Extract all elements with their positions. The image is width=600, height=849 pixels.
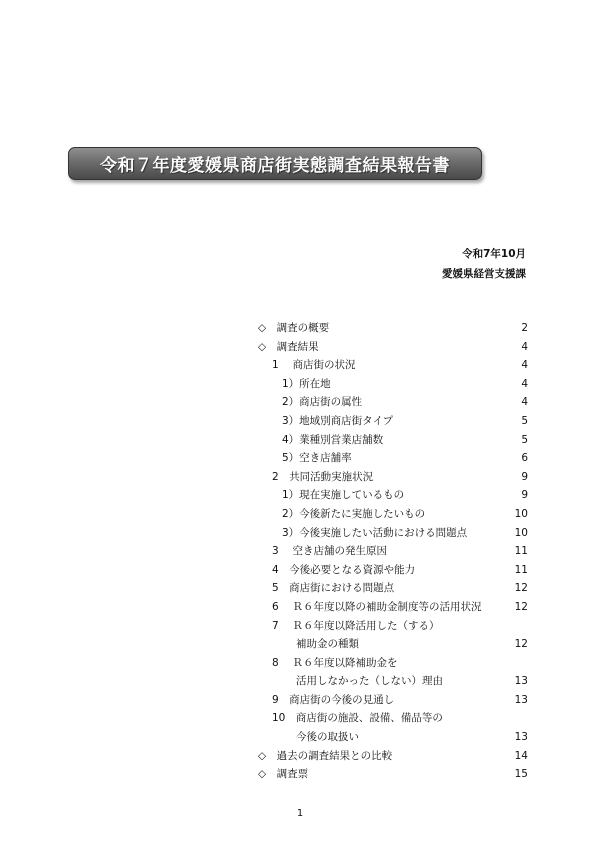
toc-entry [258,672,528,691]
toc-entry-page: 4 [521,396,528,409]
toc-entry-label: ◇ 調査の概要 [258,322,330,334]
toc-entry [258,486,528,505]
toc-entry-label: ◇ 調査結果 [258,340,319,353]
toc-entry-page: 2 [521,322,528,334]
toc-entry-label: 3）地域別商店街タイプ [282,414,394,427]
toc-entry [258,654,528,673]
toc-entry-page: 11 [514,545,528,558]
toc-entry-page: 5 [521,414,528,427]
toc-entry-label: 4）業種別営業店舗数 [282,433,384,446]
toc-entry-page: 13 [514,675,528,688]
toc-entry-label: 10 商店街の施設、設備、備品等の [272,712,443,725]
toc-entry [258,561,528,580]
toc-entry-label: 2）今後新たに実施したいもの [282,507,426,520]
toc-entry-label: 7 Ｒ６年度以降活用した（する） [272,619,440,632]
toc-entry [258,375,528,394]
toc-entry-page: 10 [514,526,528,539]
toc-entry-page: 12 [514,638,528,651]
toc-entry-label: 3）今後実施したい活動における問題点 [282,526,468,539]
toc-entry-page: 13 [514,693,528,706]
toc-entry-page: 4 [521,359,528,372]
toc-entry [258,524,528,543]
toc-entry-page: 15 [514,768,528,781]
toc-entry-page: 6 [521,452,528,465]
toc-entry-page: 12 [514,582,528,595]
toc-entry-page: 5 [521,433,528,446]
toc-entry [258,598,528,617]
toc-entry-label: 6 Ｒ６年度以降の補助金制度等の活用状況 [272,600,482,613]
toc-entry-label: 8 Ｒ６年度以降補助金を [272,656,398,669]
toc-entry-label: 1）現在実施しているもの [282,489,405,502]
toc-entry-label: ◇ 過去の調査結果との比較 [258,749,393,762]
toc-entry-label: 9 商店街の今後の見通し [272,693,395,706]
toc-entry [258,393,528,412]
title-banner [68,147,482,180]
toc-entry [258,319,528,338]
page-number: 1 [296,808,304,819]
toc-entry [258,542,528,561]
toc-entry-label: 補助金の種類 [296,638,359,651]
toc-entry-page: 9 [521,470,528,483]
report-date: 令和7年10月 [462,248,526,260]
toc-entry-label: ◇ 調査票 [258,768,309,781]
toc-entry-page: 4 [521,340,528,353]
toc-entry [258,356,528,375]
toc-entry-label: 1 商店街の状況 [272,359,356,372]
toc-entry-label: 5 商店街における問題点 [272,582,395,595]
toc-entry [258,728,528,747]
toc-entry [258,709,528,728]
document-title: 令和７年度愛媛県商店街実態調査結果報告書 [100,156,450,176]
toc-entry-label: 2）商店街の属性 [282,396,363,409]
toc-entry [258,505,528,524]
toc-entry [258,691,528,710]
toc-entry [258,412,528,431]
toc-entry-page: 14 [514,749,528,762]
toc-entry-label: 2 共同活動実施状況 [272,470,374,483]
toc-entry-page: 4 [521,377,528,390]
toc-entry-label: 活用しなかった（しない）理由 [296,675,443,688]
toc-entry-label: 4 今後必要となる資源や能力 [272,563,416,576]
toc-entry [258,338,528,357]
table-of-contents [258,319,528,784]
toc-entry-page: 11 [514,563,528,576]
toc-entry [258,449,528,468]
toc-entry-label: 今後の取扱い [296,731,359,744]
department-name: 愛媛県経営支援課 [442,268,526,280]
toc-entry [258,635,528,654]
toc-entry-page: 12 [514,600,528,613]
toc-entry [258,579,528,598]
toc-entry-label: 1）所在地 [282,377,331,390]
toc-entry [258,617,528,636]
toc-entry [258,468,528,487]
toc-entry-page: 13 [514,731,528,744]
toc-entry-page: 9 [521,489,528,502]
toc-entry-page: 10 [514,507,528,520]
toc-entry [258,765,528,784]
toc-entry [258,431,528,450]
toc-entry [258,747,528,766]
toc-entry-label: 3 空き店舗の発生原因 [272,545,388,558]
toc-entry-label: 5）空き店舗率 [282,452,352,465]
